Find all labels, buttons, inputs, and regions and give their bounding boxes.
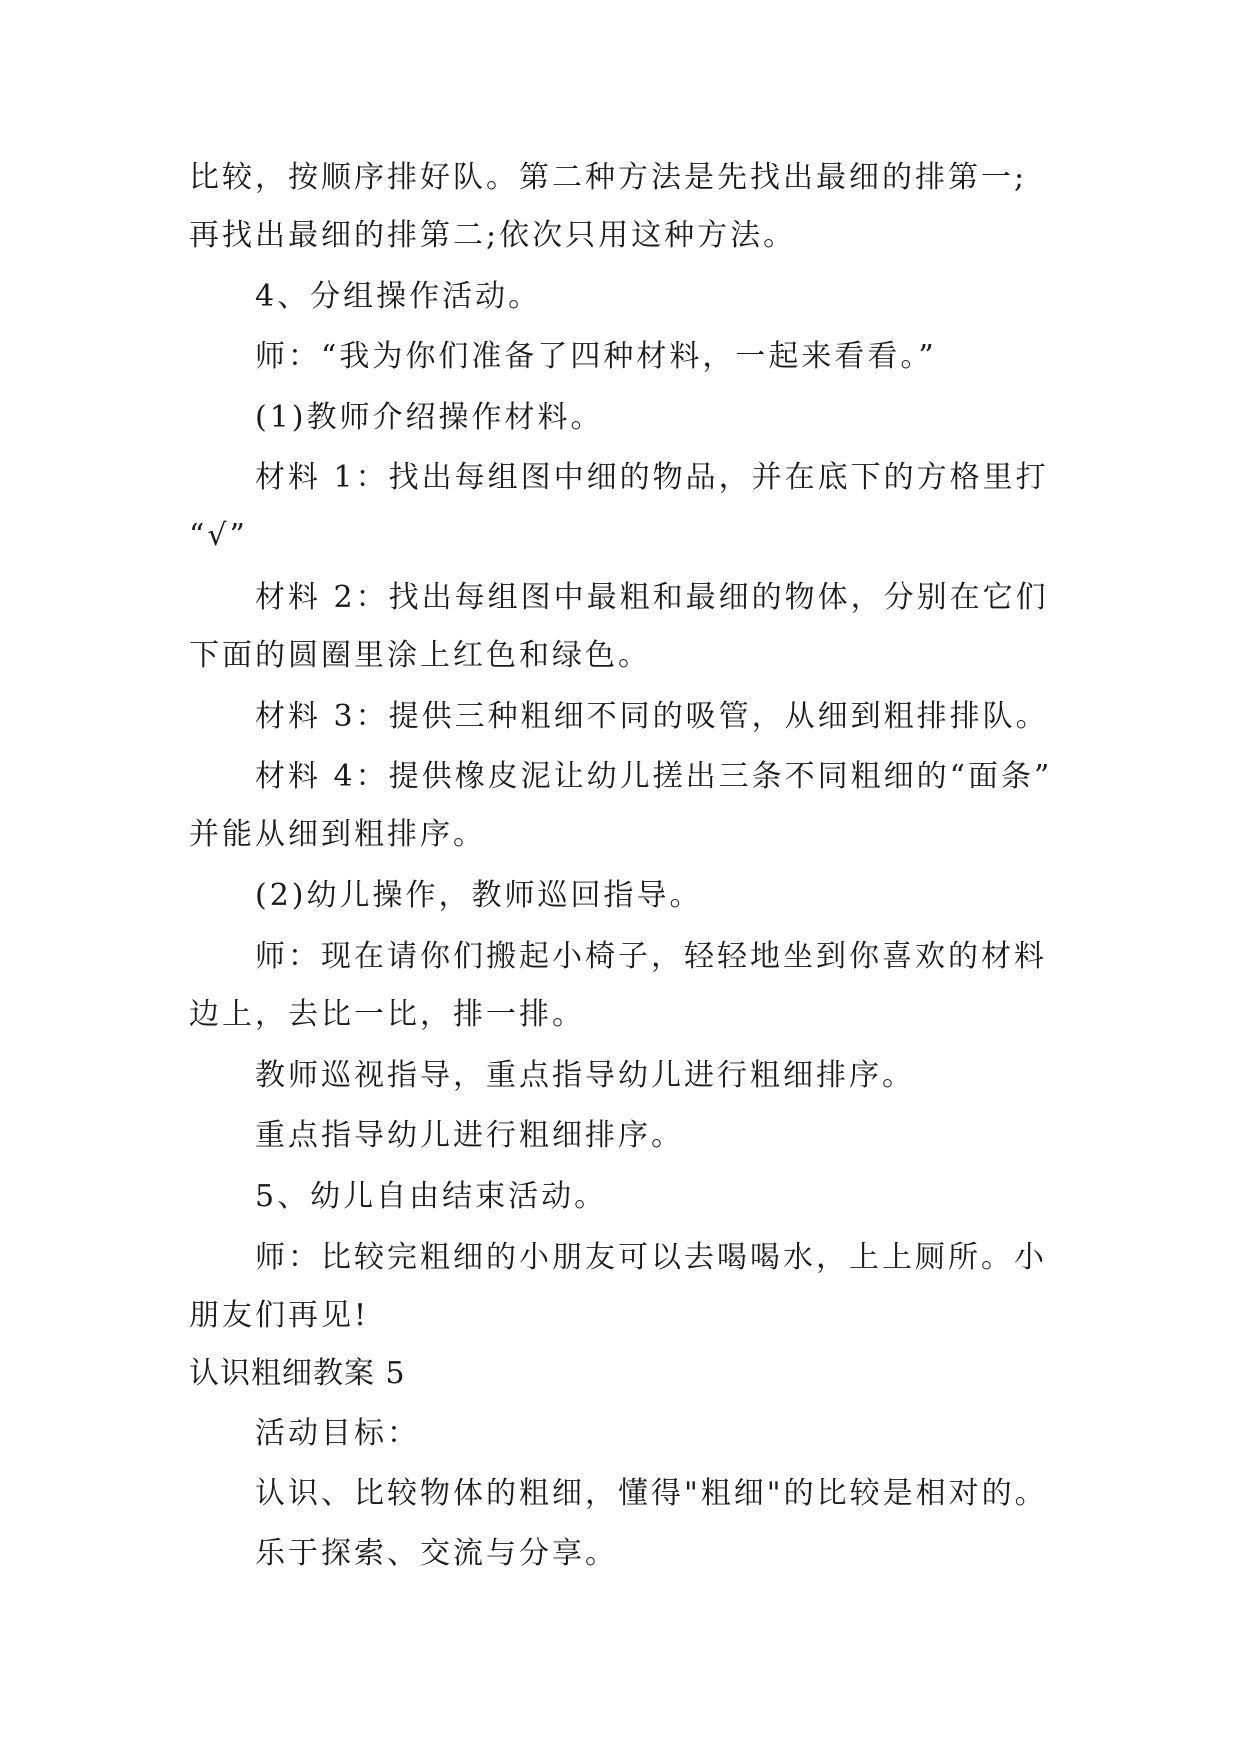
text-line-6: 材料 1：找出每组图中细的物品，并在底下的方格里打 (255, 460, 1049, 495)
text-line-1: 比较，按顺序排好队。第二种方法是先找出最细的排第一; (189, 160, 1028, 195)
text-line-2: 再找出最细的排第二;依次只用这种方法。 (189, 218, 797, 253)
text-line-15: 边上，去比一比，排一排。 (189, 997, 585, 1032)
text-line-13: (2)幼儿操作，教师巡回指导。 (255, 878, 703, 913)
text-line-10: 材料 3：提供三种粗细不同的吸管，从细到粗排排队。 (255, 699, 1049, 734)
text-line-19: 师：比较完粗细的小朋友可以去喝喝水，上上厕所。小 (255, 1240, 1047, 1275)
text-line-4: 师：“我为你们准备了四种材料，一起来看看。” (255, 339, 937, 374)
text-line-20: 朋友们再见! (189, 1298, 370, 1333)
section-heading: 认识粗细教案 5 (189, 1356, 406, 1391)
text-line-3: 4、分组操作活动。 (255, 279, 542, 314)
text-line-17: 重点指导幼儿进行粗细排序。 (255, 1118, 684, 1153)
text-line-8: 材料 2：找出每组图中最粗和最细的物体，分别在它们 (255, 580, 1049, 615)
text-line-11: 材料 4：提供橡皮泥让幼儿搓出三条不同粗细的“面条” (255, 759, 1053, 794)
text-line-9: 下面的圆圈里涂上红色和绿色。 (189, 638, 651, 673)
text-line-14: 师：现在请你们搬起小椅子，轻轻地坐到你喜欢的材料 (255, 939, 1047, 974)
text-line-16: 教师巡视指导，重点指导幼儿进行粗细排序。 (255, 1058, 915, 1093)
text-line-7: “√” (189, 518, 248, 553)
text-line-22: 活动目标： (255, 1416, 420, 1451)
text-line-23: 认识、比较物体的粗细，懂得"粗细"的比较是相对的。 (255, 1476, 1048, 1511)
text-line-12: 并能从细到粗排序。 (189, 817, 486, 852)
text-line-24: 乐于探索、交流与分享。 (255, 1536, 618, 1571)
text-line-5: (1)教师介绍操作材料。 (255, 400, 604, 435)
text-line-18: 5、幼儿自由结束活动。 (255, 1179, 608, 1214)
